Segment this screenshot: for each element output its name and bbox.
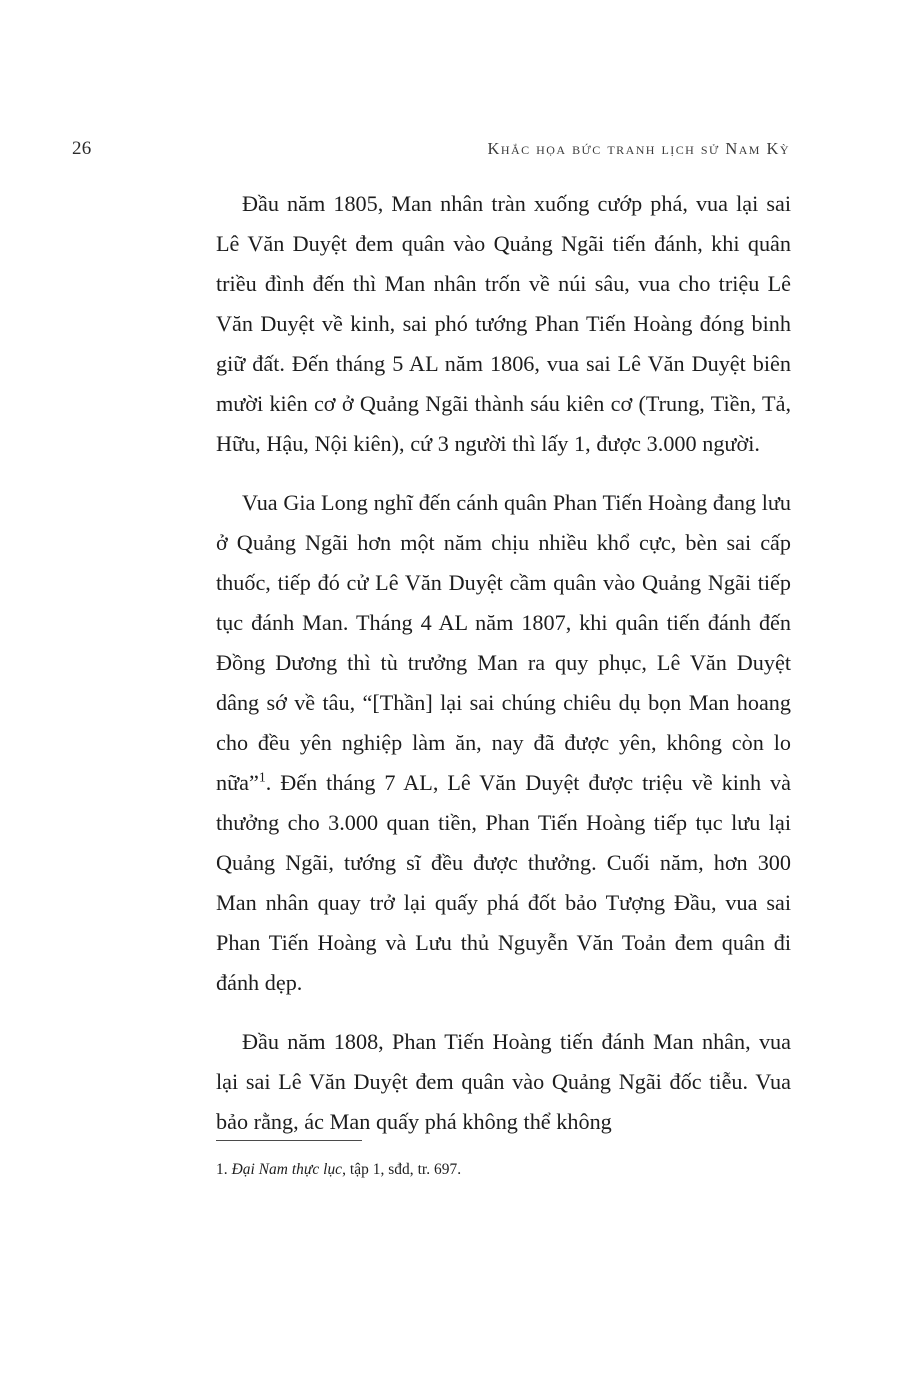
paragraph-1805: Đầu năm 1805, Man nhân tràn xuống cướp phá, vua lại sai Lê Văn Duyệt đem quân vào Quảng Ngãi tiến đánh, khi quân triều đình đến thì Man nhân trốn về núi sâu, vua cho triệu Lê Văn Duyệt về kinh, sai phó tướng Phan Tiến Hoàng đóng binh giữ đất. Đến tháng 5 AL năm 1806, vua sai Lê Văn Duyệt biên mười kiên cơ ở Quảng Ngãi thành sáu kiên cơ (Trung, Tiền, Tả, Hữu, Hậu, Nội kiên), cứ 3 người thì lấy 1, được 3.000 người. — [216, 191, 791, 456]
footnote-reference-marker[interactable]: 1 — [258, 769, 266, 785]
page-number: 26 — [72, 138, 92, 159]
footnote-source-details: , tập 1, sđd, tr. 697. — [342, 1161, 462, 1178]
footnote-entry — [216, 1159, 791, 1181]
paragraph-gia-long — [216, 483, 791, 1003]
running-header — [72, 138, 790, 162]
footnote-area — [216, 1140, 791, 1181]
running-head-title: Khắc họa bức tranh lịch sử Nam Kỳ — [487, 139, 790, 158]
body-text-block — [216, 184, 791, 1142]
footnote-separator-rule — [216, 1140, 362, 1141]
paragraph-1808: Đầu năm 1808, Phan Tiến Hoàng tiến đánh Man nhân, vua lại sai Lê Văn Duyệt đem quân vào Quảng Ngãi đốc tiễu. Vua bảo rằng, ác Man quấy phá không thể không — [216, 1029, 791, 1134]
paragraph-text-before-footnote: Vua Gia Long nghĩ đến cánh quân Phan Tiến Hoàng đang lưu ở Quảng Ngãi hơn một năm chịu nhiều khổ cực, bèn sai cấp thuốc, tiếp đó cử Lê Văn Duyệt cầm quân vào Quảng Ngãi tiếp tục đánh Man. Tháng 4 AL năm 1807, khi quân tiến đánh đến Đồng Dương thì tù trưởng Man ra quy phục, Lê Văn Duyệt dâng sớ về tâu, “[Thần] lại sai chúng chiêu dụ bọn Man hoang cho đều yên nghiệp làm ăn, nay đã được yên, không còn lo nữa” — [216, 490, 791, 795]
paragraph-text-after-footnote: . Đến tháng 7 AL, Lê Văn Duyệt được triệu về kinh và thưởng cho 3.000 quan tiền, Phan Tiến Hoàng tiếp tục lưu lại Quảng Ngãi, tướng sĩ đều được thưởng. Cuối năm, hơn 300 Man nhân quay trở lại quấy phá đốt bảo Tượng Đầu, vua sai Phan Tiến Hoàng và Lưu thủ Nguyễn Văn Toản đem quân đi đánh dẹp. — [216, 770, 791, 995]
footnote-source-title: Đại Nam thực lục — [231, 1161, 343, 1178]
footnote-number: 1. — [216, 1161, 228, 1178]
